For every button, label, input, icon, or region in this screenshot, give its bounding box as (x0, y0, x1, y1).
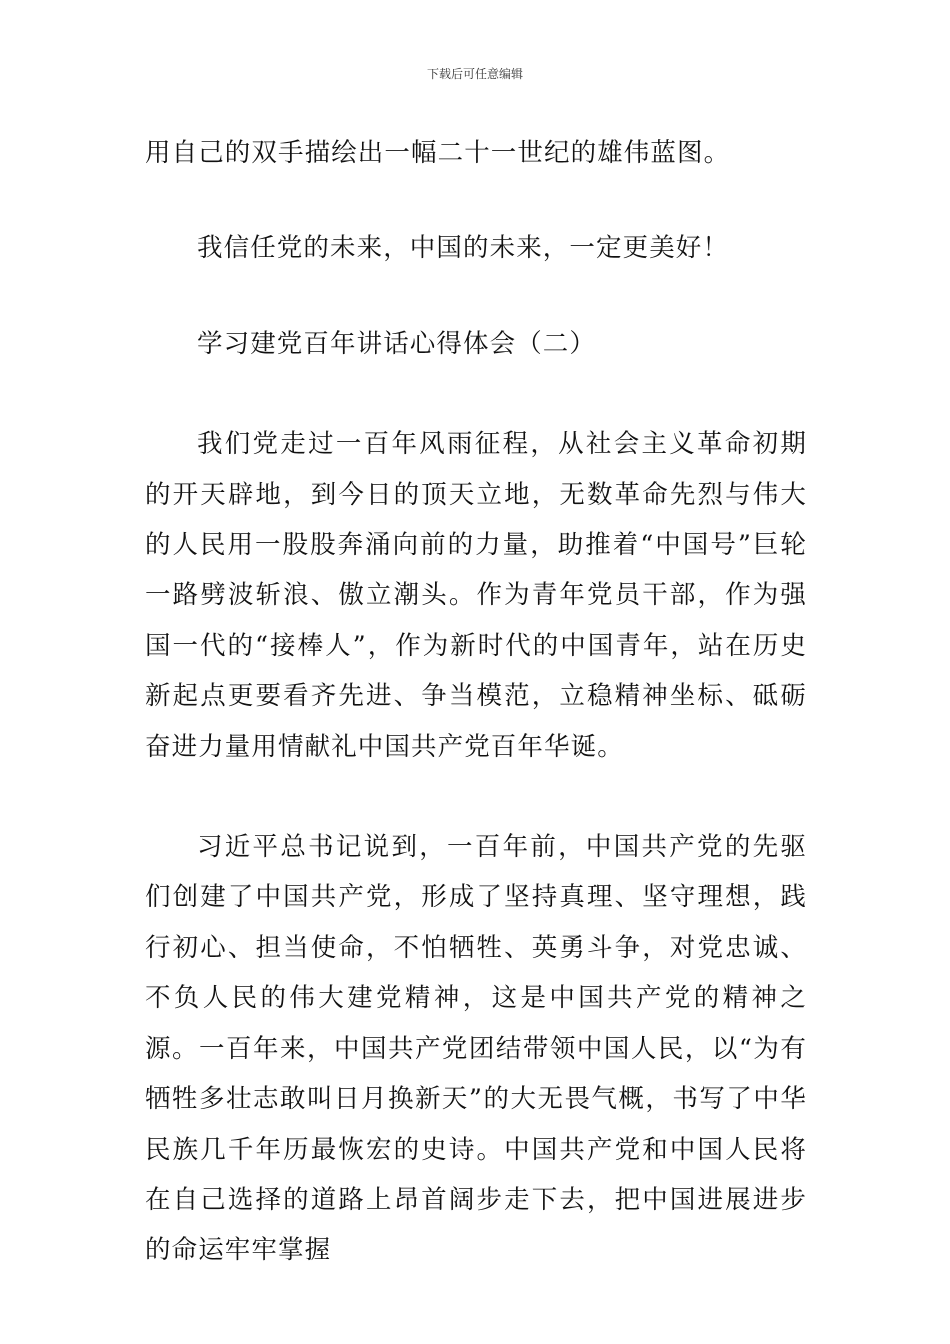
paragraph-body-1: 我们党走过一百年风雨征程，从社会主义革命初期的开天辟地，到今日的顶天立地，无数革命先烈与伟大的人民用一股股奔涌向前的力量，助推着“中国号”巨轮一路劈波斩浪、傲立潮头。作为青年党员干部，作为强国一代的“接棒人”，作为新时代的中国青年，站在历史新起点更要看齐先进、争当模范，立稳精神坐标、砥砺奋进力量用情献礼中国共产党百年华诞。 (145, 429, 807, 762)
paragraph-belief: 我信任党的未来，中国的未来，一定更美好！ (197, 233, 730, 264)
paragraph-body-2: 习近平总书记说到，一百年前，中国共产党的先驱们创建了中国共产党，形成了坚持真理、坚守理想，践行初心、担当使命，不怕牺牲、英勇斗争，对党忠诚、不负人民的伟大建党精神，这是中国共产党的精神之源。一百年来，中国共产党团结带领中国人民，以“为有牺牲多壮志敢叫日月换新天”的大无畏气概，书写了中华民族几千年历最恢宏的史诗。中国共产党和中国人民将在自己选择的道路上昂首阔步走下去，把中国进展进步的命运牢牢掌握 (145, 832, 807, 1266)
paragraph-continuation: 用自己的双手描绘出一幅二十一世纪的雄伟蓝图。 (145, 138, 731, 168)
section-title: 学习建党百年讲话心得体会（二） (197, 328, 597, 359)
page-header-note: 下载后可任意编辑 (426, 67, 523, 81)
document-body (145, 128, 807, 1276)
